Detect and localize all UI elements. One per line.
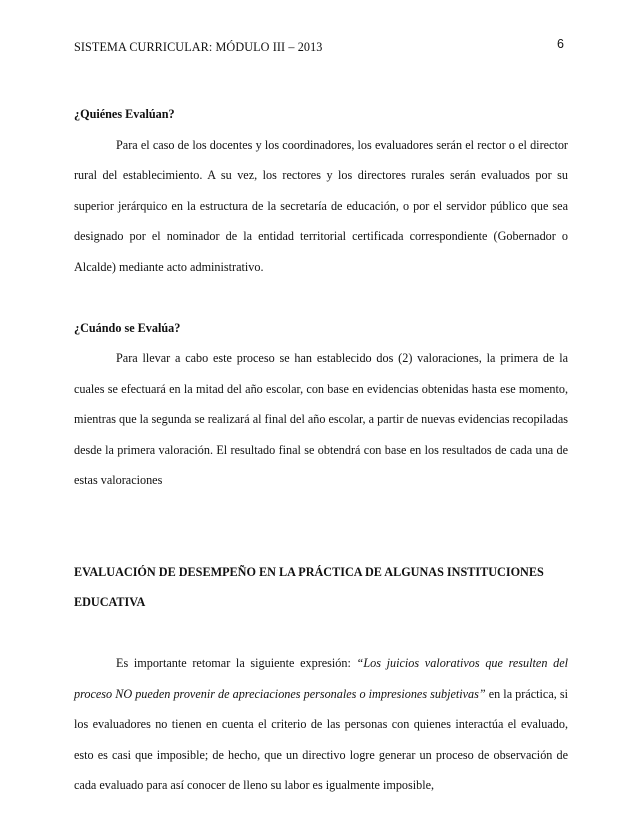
section-heading-quienes-evaluan: ¿Quiénes Evalúan? — [74, 107, 175, 121]
paragraph-continuation-text: en la práctica, si los evaluadores no tienen en cuenta el criterio de las personas con quienes interactúa el evaluado, esto es casi que imposible; de hecho, que un directivo logre generar un proceso de observación de cada evaluado para así conocer de lleno su labor es igualmente imposible, — [74, 686, 568, 792]
section-spacer — [74, 618, 568, 649]
section-spacer — [74, 496, 568, 557]
page-body — [74, 99, 568, 801]
page-number: 6 — [557, 37, 564, 51]
quoted-expression: “Los juicios valorativos que resulten del proceso NO pueden provenir de apreciaciones personales o impresiones subjetivas” — [74, 656, 568, 701]
section-heading-evaluacion-desempeno: EVALUACIÓN DE DESEMPEÑO EN LA PRÁCTICA DE ALGUNAS INSTITUCIONES EDUCATIVA — [74, 564, 544, 609]
running-head: SISTEMA CURRICULAR: MÓDULO III – 2013 — [74, 40, 323, 54]
paragraph-intro-text: Es importante retomar la siguiente expresión: — [116, 656, 357, 670]
section-heading-cuando-se-evalua: ¿Cuándo se Evalúa? — [74, 320, 181, 335]
paragraph-evaluacion-desempeno — [74, 648, 568, 801]
section-spacer — [74, 282, 568, 313]
paragraph-cuando-se-evalua: Para llevar a cabo este proceso se han establecido dos (2) valoraciones, la primera de la cuales se efectuará en la mitad del año escolar, con base en evidencias obtenidas hasta ese momento, mientras que la segunda se realizará al final del año escolar, a partir de nuevas evidencias recopiladas desde la primera valoración. El resultado final se obtendrá con base en los resultados de cada una de estas valoraciones — [74, 351, 568, 487]
paragraph-quienes-evaluan: Para el caso de los docentes y los coordinadores, los evaluadores serán el rector o el director rural del establecimiento. A su vez, los rectores y los directores rurales serán evaluados por su superior jerárquico en la estructura de la secretaría de educación, o por el servidor público que sea designado por el nominador de la entidad territorial certificada correspondiente (Gobernador o Alcalde) mediante acto administrativo. — [74, 137, 568, 274]
